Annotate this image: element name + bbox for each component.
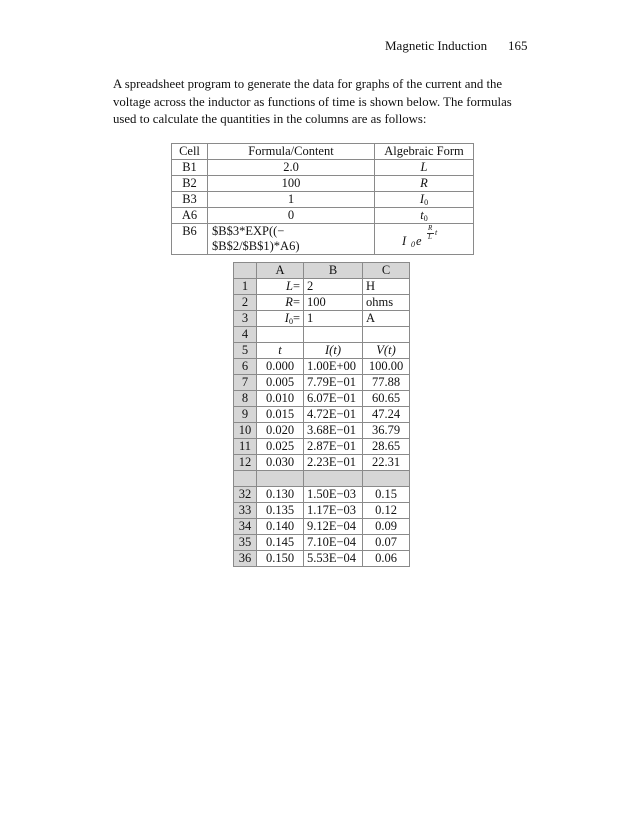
data-row <box>234 375 410 391</box>
param-label <box>257 295 304 311</box>
func-name: V <box>376 343 384 357</box>
intro-paragraph <box>113 76 533 129</box>
param-var: I <box>284 311 289 325</box>
empty-cell <box>304 327 363 343</box>
header-current: I(t) <box>304 343 363 359</box>
cell-ref: B1 <box>172 160 208 176</box>
row-number: 36 <box>234 551 257 567</box>
expr-frac-denominator: L <box>428 233 432 241</box>
page-header <box>0 38 638 54</box>
func-name: I <box>325 343 330 357</box>
param-value: 1 <box>304 311 363 327</box>
data-row <box>234 487 410 503</box>
data-row <box>234 535 410 551</box>
row-number: 1 <box>234 279 257 295</box>
cell-voltage: 60.65 <box>363 391 410 407</box>
cell-current: 1.17E−03 <box>304 503 363 519</box>
param-unit: A <box>363 311 410 327</box>
param-row <box>234 311 410 327</box>
algebraic-base: I <box>419 192 425 206</box>
cell-current: 1.00E+00 <box>304 359 363 375</box>
gap-cell <box>234 471 257 487</box>
formula-row <box>172 224 474 255</box>
cell-voltage: 36.79 <box>363 423 410 439</box>
expr-subscript: 0 <box>411 240 415 249</box>
algebraic-form <box>375 208 474 224</box>
formula-row <box>172 160 474 176</box>
row-number: 12 <box>234 455 257 471</box>
cell-ref: B2 <box>172 176 208 192</box>
row-number: 4 <box>234 327 257 343</box>
row-number: 5 <box>234 343 257 359</box>
data-row <box>234 391 410 407</box>
skipped-rows-gap <box>234 471 410 487</box>
corner-cell <box>234 263 257 279</box>
cell-voltage: 0.06 <box>363 551 410 567</box>
cell-current: 7.79E−01 <box>304 375 363 391</box>
cell-current: 7.10E−04 <box>304 535 363 551</box>
spreadsheet <box>233 262 410 567</box>
cell-t: 0.135 <box>257 503 304 519</box>
param-subscript: 0 <box>288 317 293 326</box>
algebraic-form <box>375 192 474 208</box>
cell-voltage: 100.00 <box>363 359 410 375</box>
cell-t: 0.030 <box>257 455 304 471</box>
empty-cell <box>257 327 304 343</box>
cell-voltage: 47.24 <box>363 407 410 423</box>
cell-voltage: 0.15 <box>363 487 410 503</box>
cell-voltage: 0.12 <box>363 503 410 519</box>
expr-e: e <box>416 234 422 248</box>
row-number: 11 <box>234 439 257 455</box>
header-formula: Formula/Content <box>208 144 375 160</box>
expr-frac-numerator: R <box>428 224 433 232</box>
formula-table <box>171 143 474 255</box>
column-header-row <box>234 263 410 279</box>
data-row <box>234 359 410 375</box>
expr-superscript: t <box>435 228 438 237</box>
param-eq: = <box>292 311 300 325</box>
algebraic-subscript: 0 <box>423 214 428 223</box>
column-header-c: C <box>363 263 410 279</box>
cell-voltage: 0.07 <box>363 535 410 551</box>
row-number: 35 <box>234 535 257 551</box>
data-row <box>234 455 410 471</box>
formula-content: 2.0 <box>208 160 375 176</box>
param-eq: = <box>292 295 300 309</box>
cell-current: 2.23E−01 <box>304 455 363 471</box>
algebraic-form <box>375 224 474 255</box>
param-label <box>257 311 304 327</box>
running-title: Magnetic Induction <box>385 38 488 53</box>
formula-content: 1 <box>208 192 375 208</box>
empty-row <box>234 327 410 343</box>
param-row <box>234 295 410 311</box>
cell-current: 2.87E−01 <box>304 439 363 455</box>
data-header-row <box>234 343 410 359</box>
header-t: t <box>257 343 304 359</box>
row-number: 34 <box>234 519 257 535</box>
param-unit: H <box>363 279 410 295</box>
formula-content: 100 <box>208 176 375 192</box>
data-row <box>234 407 410 423</box>
param-value: 100 <box>304 295 363 311</box>
empty-cell <box>363 327 410 343</box>
formula-content: $B$3*EXP((−$B$2/$B$1)*A6) <box>208 224 375 255</box>
cell-t: 0.140 <box>257 519 304 535</box>
cell-current: 3.68E−01 <box>304 423 363 439</box>
param-eq: = <box>292 279 300 293</box>
cell-current: 6.07E−01 <box>304 391 363 407</box>
column-header-a: A <box>257 263 304 279</box>
gap-cell <box>304 471 363 487</box>
intro-text: A spreadsheet program to generate the data for graphs of the current and the voltage across the inductor as functions of time is shown below. The formulas used to calculate the quantities in the columns are as follows: <box>113 77 512 126</box>
cell-voltage: 77.88 <box>363 375 410 391</box>
cell-voltage: 0.09 <box>363 519 410 535</box>
tail-rows <box>234 487 410 567</box>
cell-ref: B6 <box>172 224 208 255</box>
func-arg: t <box>388 343 392 357</box>
cell-t: 0.130 <box>257 487 304 503</box>
page-number: 165 <box>508 38 528 53</box>
algebraic-base: t <box>420 208 424 222</box>
cell-voltage: 28.65 <box>363 439 410 455</box>
column-header-b: B <box>304 263 363 279</box>
row-number: 2 <box>234 295 257 311</box>
cell-current: 1.50E−03 <box>304 487 363 503</box>
cell-t: 0.145 <box>257 535 304 551</box>
cell-current: 5.53E−04 <box>304 551 363 567</box>
cell-t: 0.150 <box>257 551 304 567</box>
row-number: 8 <box>234 391 257 407</box>
cell-current: 4.72E−01 <box>304 407 363 423</box>
data-row <box>234 519 410 535</box>
cell-t: 0.020 <box>257 423 304 439</box>
row-number: 6 <box>234 359 257 375</box>
gap-cell <box>257 471 304 487</box>
exponential-expression <box>394 224 454 248</box>
param-unit: ohms <box>363 295 410 311</box>
expr-base: I <box>402 234 407 248</box>
param-row <box>234 279 410 295</box>
param-value: 2 <box>304 279 363 295</box>
formula-content: 0 <box>208 208 375 224</box>
param-label <box>257 279 304 295</box>
gap-cell <box>363 471 410 487</box>
cell-ref: B3 <box>172 192 208 208</box>
algebraic-subscript: 0 <box>424 198 429 207</box>
func-arg: t <box>333 343 337 357</box>
formula-row <box>172 192 474 208</box>
data-row <box>234 423 410 439</box>
row-number: 33 <box>234 503 257 519</box>
cell-voltage: 22.31 <box>363 455 410 471</box>
cell-t: 0.015 <box>257 407 304 423</box>
header-voltage: V(t) <box>363 343 410 359</box>
param-var: L <box>285 279 293 293</box>
data-row <box>234 439 410 455</box>
row-number: 3 <box>234 311 257 327</box>
data-row <box>234 551 410 567</box>
cell-ref: A6 <box>172 208 208 224</box>
cell-t: 0.025 <box>257 439 304 455</box>
param-var: R <box>285 295 293 309</box>
data-row <box>234 503 410 519</box>
cell-t: 0.005 <box>257 375 304 391</box>
header-cell: Cell <box>172 144 208 160</box>
row-number: 32 <box>234 487 257 503</box>
formula-row <box>172 208 474 224</box>
row-number: 7 <box>234 375 257 391</box>
algebraic-form: R <box>375 176 474 192</box>
data-rows <box>234 359 410 471</box>
formula-row <box>172 176 474 192</box>
formula-table-header <box>172 144 474 160</box>
cell-t: 0.010 <box>257 391 304 407</box>
row-number: 10 <box>234 423 257 439</box>
header-algebraic: Algebraic Form <box>375 144 474 160</box>
cell-t: 0.000 <box>257 359 304 375</box>
algebraic-form: L <box>375 160 474 176</box>
cell-current: 9.12E−04 <box>304 519 363 535</box>
row-number: 9 <box>234 407 257 423</box>
